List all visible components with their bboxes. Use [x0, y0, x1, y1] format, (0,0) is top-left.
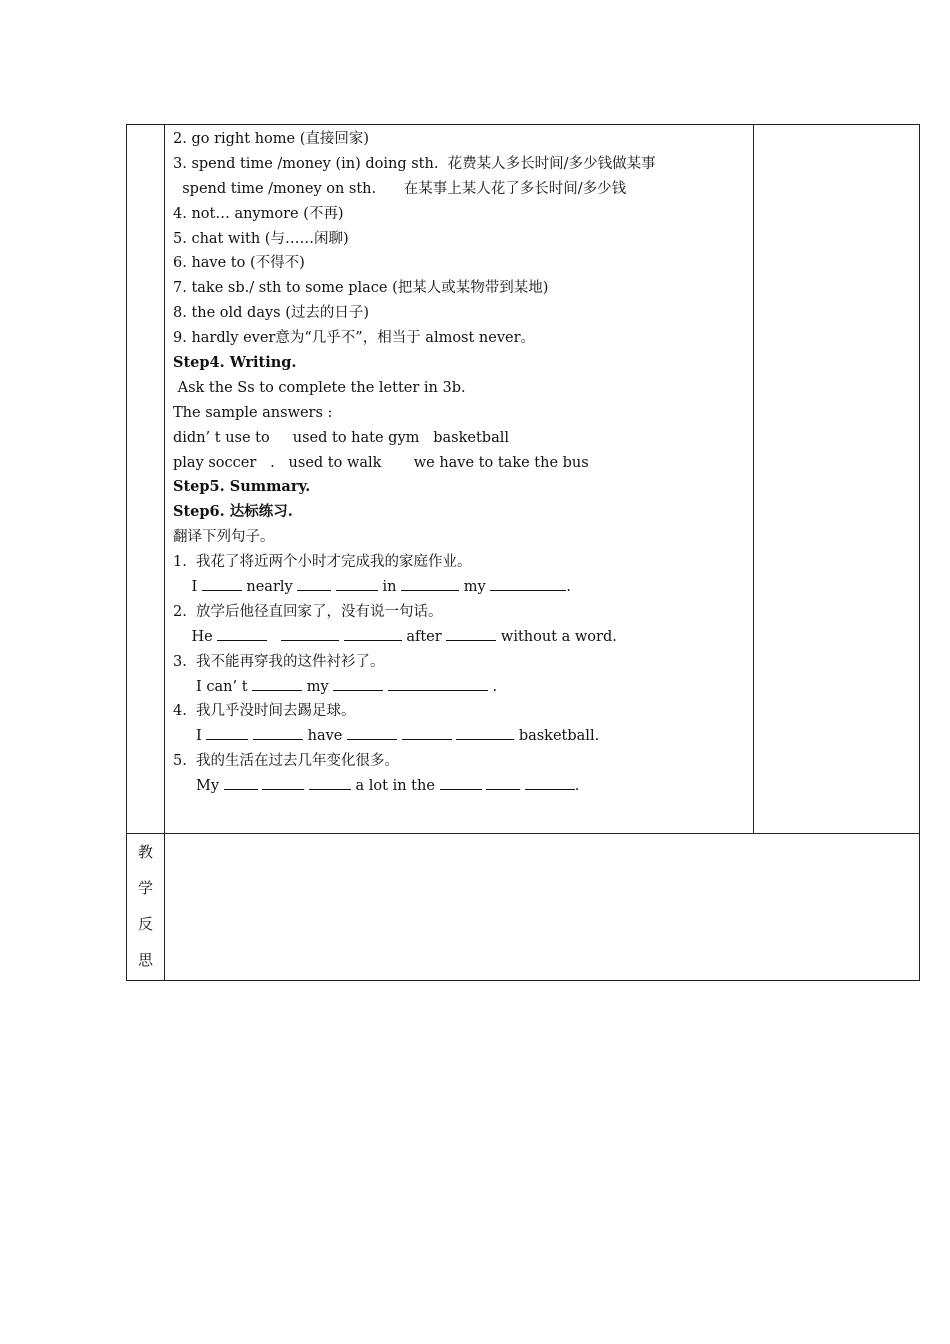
sentence-text: after	[406, 628, 442, 645]
sentence-text: My	[196, 778, 220, 795]
column-divider	[164, 125, 165, 833]
answer-blank[interactable]	[440, 774, 482, 790]
phrase-line: 2. go right home (直接回家)	[173, 131, 370, 147]
answers-line: play soccer . used to walk we have to take the bus	[173, 454, 589, 471]
answer-blank[interactable]	[490, 575, 566, 591]
phrase-line: 5. chat with (与……闲聊)	[173, 230, 349, 247]
phrase-line: 4. not… anymore (不再)	[173, 205, 344, 222]
sentence-text: nearly	[246, 579, 293, 596]
step5-title: Step5. Summary.	[173, 478, 311, 496]
answer-blank[interactable]	[388, 675, 488, 691]
exercise-chinese: 5. 我的生活在过去几年变化很多。	[173, 753, 400, 770]
label-char: 思	[137, 951, 153, 969]
column-divider	[753, 125, 754, 833]
sentence-text: my	[463, 579, 486, 596]
exercise-english	[173, 724, 753, 749]
step6-instruction: 翻译下列句子。	[173, 529, 275, 546]
answer-blank[interactable]	[401, 575, 459, 591]
exercise-english	[173, 625, 753, 650]
answer-blank[interactable]	[336, 575, 378, 591]
exercise-english	[173, 774, 753, 799]
sentence-text: I	[191, 579, 198, 596]
content-row	[126, 124, 920, 834]
sentence-text: I can’ t	[196, 678, 248, 695]
answers-line: didn’ t use to used to hate gym basketball	[173, 429, 509, 446]
label-char: 反	[137, 915, 153, 933]
answer-blank[interactable]	[281, 625, 339, 641]
sentence-text: .	[566, 579, 571, 596]
answer-blank[interactable]	[206, 724, 248, 740]
sentence-text: I	[196, 728, 202, 745]
answer-blank[interactable]	[217, 625, 267, 641]
label-char: 教	[137, 843, 153, 861]
exercise-english	[173, 575, 753, 600]
answer-blank[interactable]	[333, 675, 383, 691]
exercise-chinese: 2. 放学后他径直回家了，没有说一句话。	[173, 603, 443, 620]
sentence-text: basketball.	[518, 728, 600, 745]
answer-blank[interactable]	[262, 774, 304, 790]
sentence-text: a lot in the	[355, 778, 435, 795]
step4-instruction: Ask the Ss to complete the letter in 3b.	[173, 379, 466, 396]
sentence-text: .	[574, 778, 580, 795]
lesson-content	[173, 127, 753, 799]
phrase-line: 8. the old days (过去的日子)	[173, 305, 370, 322]
exercise-chinese: 3. 我不能再穿我的这件衬衫了。	[173, 653, 385, 670]
answers-label: The sample answers :	[173, 404, 333, 421]
answer-blank[interactable]	[446, 625, 496, 641]
step6-title: Step6. 达标练习.	[173, 503, 293, 521]
reflection-label	[127, 834, 164, 978]
answer-blank[interactable]	[297, 575, 331, 591]
answer-blank[interactable]	[402, 724, 452, 740]
answer-blank[interactable]	[309, 774, 351, 790]
sentence-text: in	[382, 579, 397, 596]
step4-title: Step4. Writing.	[173, 354, 297, 372]
lesson-plan-table	[126, 124, 920, 981]
exercise-chinese: 4. 我几乎没时间去踢足球。	[173, 703, 356, 720]
phrase-line: spend time /money on sth. 在某事上某人花了多长时间/多少钱	[173, 180, 627, 197]
sentence-text: my	[306, 678, 329, 695]
sentence-text: without a word.	[500, 628, 617, 645]
answer-blank[interactable]	[224, 774, 258, 790]
phrase-line: 7. take sb./ sth to some place (把某人或某物带到某地)	[173, 280, 549, 297]
exercise-english	[173, 675, 753, 700]
phrase-line: 9. hardly ever意为“几乎不”，相当于 almost never。	[173, 330, 536, 347]
column-divider	[164, 834, 165, 980]
answer-blank[interactable]	[486, 774, 520, 790]
exercise-chinese: 1. 我花了将近两个小时才完成我的家庭作业。	[173, 554, 472, 571]
answer-blank[interactable]	[253, 724, 303, 740]
answer-blank[interactable]	[525, 774, 575, 790]
phrase-line: 3. spend time /money (in) doing sth. 花费某人多长时间/多少钱做某事	[173, 155, 656, 172]
label-char: 学	[137, 879, 153, 897]
answer-blank[interactable]	[347, 724, 397, 740]
answer-blank[interactable]	[252, 675, 302, 691]
answer-blank[interactable]	[344, 625, 402, 641]
sentence-text: .	[492, 678, 498, 695]
answer-blank[interactable]	[202, 575, 242, 591]
sentence-text: He	[191, 628, 213, 645]
reflection-row	[126, 834, 920, 981]
sentence-text: have	[307, 728, 343, 745]
phrase-line: 6. have to (不得不)	[173, 255, 305, 272]
answer-blank[interactable]	[456, 724, 514, 740]
